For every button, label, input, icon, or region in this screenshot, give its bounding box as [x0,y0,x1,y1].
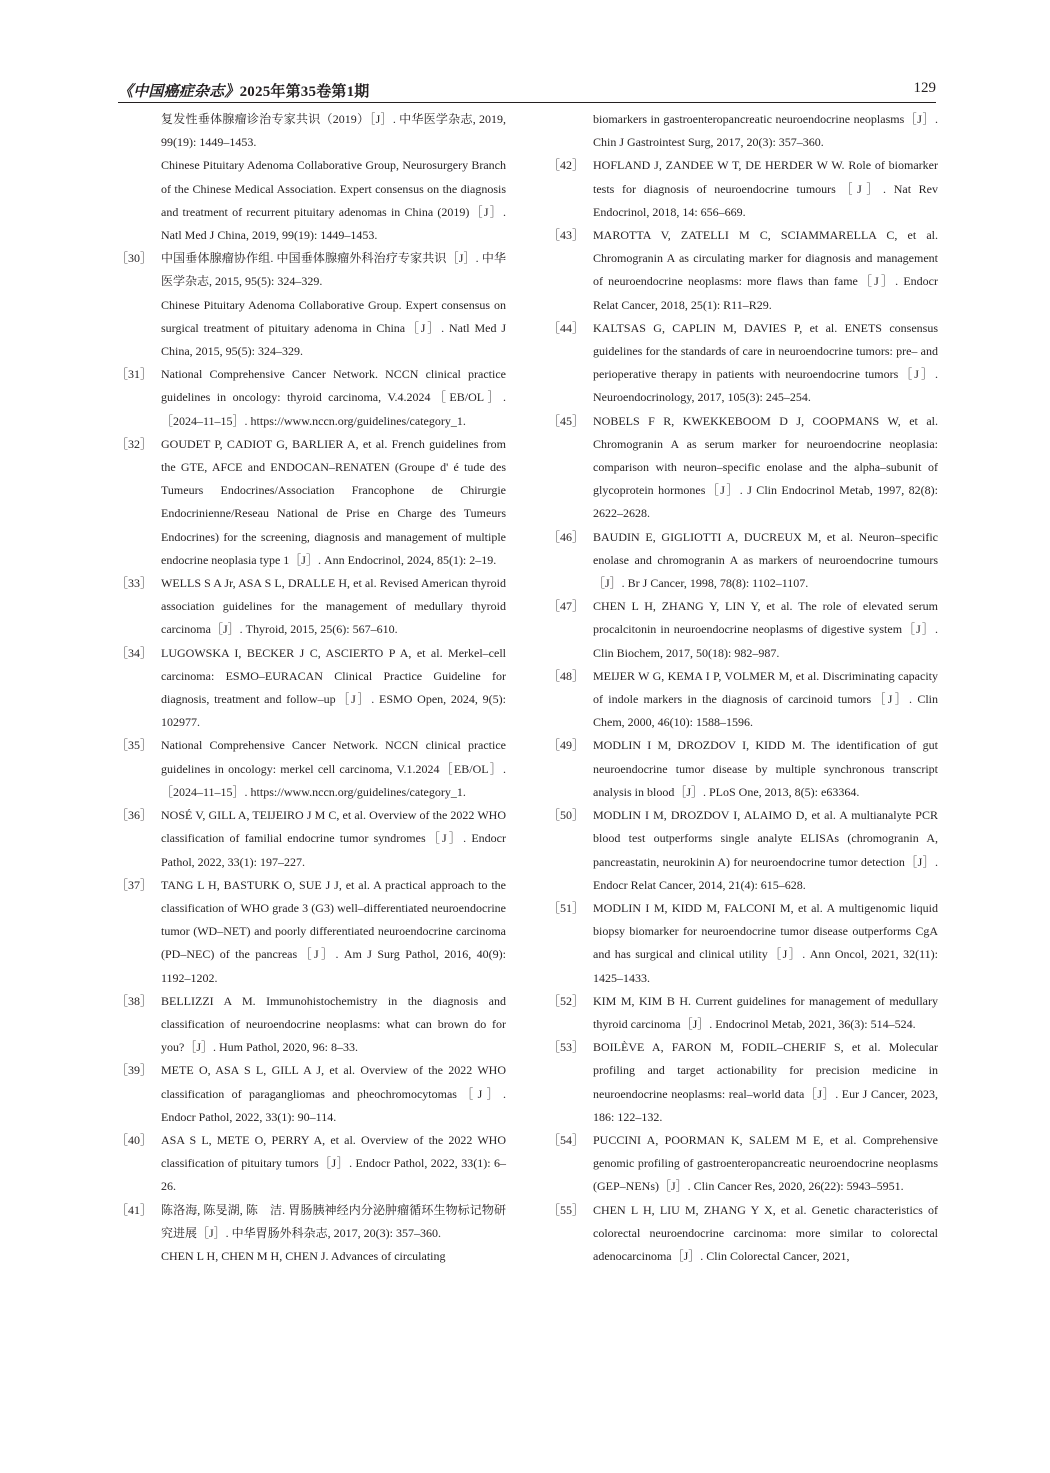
reference-number: ［40］ [116,1132,153,1147]
reference-item [548,526,938,596]
reference-number: ［50］ [548,808,585,823]
reference-item [548,1036,938,1129]
reference-text: Chinese Pituitary Adenoma Collaborative Group, Neurosurgery Branch of the Chinese Medical Association. Expert consensus on the diagnosis and treatment of recurrent pituitary adenomas in China (2019)［J］. Natl Med J China, 2019, 99(19): 1449–1453. [161,158,506,243]
running-head [118,80,370,101]
reference-item [548,804,938,897]
reference-item [116,572,506,642]
reference-text: MODLIN I M, KIDD M, FALCONI M, et al. A multigenomic liquid biopsy biomarker for neuroendocrine tumor disease outperforms CgA and has surgical and clinical utility［J］. Ann Oncol, 2021, 32(11): 1425–1433. [593,900,938,985]
reference-column-right [548,108,938,1268]
reference-number: ［36］ [116,808,153,823]
reference-number: ［33］ [116,576,153,591]
reference-number: ［46］ [548,529,585,544]
journal-name: 《中国癌症杂志》 [118,84,240,100]
reference-text: BOILÈVE A, FARON M, FODIL–CHERIF S, et al. Molecular profiling and target actionability for precision medicine in neuroendocrine neoplasms: real–world data［J］. Eur J Cancer, 2023, 186: 122–132. [593,1040,938,1124]
reference-item [548,734,938,804]
reference-item [116,247,506,363]
reference-item [116,642,506,735]
reference-text: KIM M, KIM B H. Current guidelines for management of medullary thyroid carcinoma［J］. Endocrinol Metab, 2021, 36(3): 514–524. [593,993,938,1031]
reference-number: ［30］ [116,251,153,266]
reference-number: ［31］ [116,367,153,382]
reference-text: CHEN L H, LIU M, ZHANG Y X, et al. Genetic characteristics of colorectal neuroendocrine carcinoma: more similar to colorectal adenocarcinoma［J］. Clin Colorectal Cancer, 2021, [593,1202,938,1263]
reference-text: WELLS S A Jr, ASA S L, DRALLE H, et al. Revised American thyroid association guidelines for the management of medullary thyroid carcinoma［J］. Thyroid, 2015, 25(6): 567–610. [161,576,506,637]
reference-item [548,317,938,410]
reference-item [548,990,938,1036]
reference-text: MEIJER W G, KEMA I P, VOLMER M, et al. Discriminating capacity of indole markers in the diagnosis of carcinoid tumors［J］. Clin Chem, 2000, 46(10): 1588–1596. [593,668,938,730]
reference-item [116,734,506,804]
page-header [118,80,936,103]
reference-item [548,108,938,154]
reference-number: ［49］ [548,738,585,753]
reference-item [116,1199,506,1269]
reference-text: NOBELS F R, KWEKKEBOOM D J, COOPMANS W, et al. Chromogranin A as serum marker for neuroendocrine neoplasia: comparison with neuron–specific enolase and the alpha–subunit of glycoprotein hormones［J］. J Clin Endocrinol Metab, 1997, 82(8): 2622–2628. [593,413,938,521]
reference-text: TANG L H, BASTURK O, SUE J J, et al. A practical approach to the classification of WHO grade 3 (G3) well–differentiated neuroendocrine tumor (WD–NET) and poorly differentiated neuroendocrine carcinoma (PD–NEC) of the pancreas［J］. Am J Surg Pathol, 2016, 40(9): 1192–1202. [161,877,506,985]
reference-number: ［47］ [548,599,585,614]
reference-text: KALTSAS G, CAPLIN M, DAVIES P, et al. ENETS consensus guidelines for the standards of care in neuroendocrine tumors: pre– and perioperative therapy in patients with neuroendocrine tumors［J］. Neuroendocrinology, 2017, 105(3): 245–254. [593,320,938,405]
reference-item [548,224,938,317]
reference-item [548,897,938,990]
reference-text: Chinese Pituitary Adenoma Collaborative Group. Expert consensus on surgical treatment of pituitary adenoma in China［J］. Natl Med J China, 2015, 95(5): 324–329. [161,297,506,359]
reference-text: biomarkers in gastroenteropancreatic neuroendocrine neoplasms［J］. Chin J Gastrointest Surg, 2017, 20(3): 357–360. [593,112,938,150]
reference-text: 复发性垂体腺瘤诊治专家共识（2019）［J］. 中华医学杂志, 2019, 99(19): 1449–1453. [161,112,506,150]
reference-item [116,363,506,433]
reference-item [116,874,506,990]
issue-info: 2025年第35卷第1期 [239,84,370,100]
reference-number: ［52］ [548,993,585,1008]
reference-number: ［42］ [548,158,585,173]
reference-number: ［41］ [116,1202,153,1217]
reference-number: ［44］ [548,320,585,335]
reference-number: ［37］ [116,877,153,892]
reference-text: PUCCINI A, POORMAN K, SALEM M E, et al. Comprehensive genomic profiling of gastroenteropancreatic neuroendocrine neoplasms (GEP–NENs)［J］. Clin Cancer Res, 2020, 26(22): 5943–5951. [593,1132,938,1194]
reference-item [548,1199,938,1269]
reference-text: MODLIN I M, DROZDOV I, KIDD M. The identification of gut neuroendocrine tumor disease by multiple synchronous transcript analysis in blood［J］. PLoS One, 2013, 8(5): e63364. [593,738,938,799]
reference-number: ［34］ [116,645,153,660]
reference-text: BAUDIN E, GIGLIOTTI A, DUCREUX M, et al. Neuron–specific enolase and chromogranin A as markers of neuroendocrine tumours［J］. Br J Cancer, 1998, 78(8): 1102–1107. [593,529,938,591]
reference-number: ［32］ [116,436,153,451]
reference-item [116,1129,506,1199]
reference-text: LUGOWSKA I, BECKER J C, ASCIERTO P A, et al. Merkel–cell carcinoma: ESMO–EURACAN Clinical Practice Guideline for diagnosis, treatment and follow–up［J］. ESMO Open, 2024, 9(5): 102977. [161,645,506,730]
reference-item [548,1129,938,1199]
reference-column-left [116,108,506,1268]
reference-text: HOFLAND J, ZANDEE W T, DE HERDER W W. Role of biomarker tests for diagnosis of neuroendocrine tumours［J］. Nat Rev Endocrinol, 2018, 14: 656–669. [593,158,938,219]
reference-number: ［43］ [548,228,585,243]
reference-text: ASA S L, METE O, PERRY A, et al. Overview of the 2022 WHO classification of pituitary tumors［J］. Endocr Pathol, 2022, 33(1): 6–26. [161,1132,506,1194]
reference-item [116,804,506,874]
reference-item [548,154,938,224]
reference-number: ［35］ [116,738,153,753]
reference-item [548,595,938,665]
reference-item [116,108,506,247]
reference-number: ［38］ [116,993,153,1008]
reference-item [548,665,938,735]
reference-number: ［39］ [116,1063,153,1078]
reference-text: National Comprehensive Cancer Network. NCCN clinical practice guidelines in oncology: merkel cell carcinoma, V.1.2024［EB/OL］.［2024–11–15］. https://www.nccn.org/guidelines/category_1. [161,738,506,799]
reference-number: ［45］ [548,413,585,428]
reference-text: 中国垂体腺瘤协作组. 中国垂体腺瘤外科治疗专家共识［J］. 中华医学杂志, 2015, 95(5): 324–329. [161,251,506,289]
reference-text: MODLIN I M, DROZDOV I, ALAIMO D, et al. A multianalyte PCR blood test outperforms single analyte ELISAs (chromogranin A, pancreastatin, neurokinin A) for neuroendocrine tumor detection［J］. Endocr Relat Cancer, 2014, 21(4): 615–628. [593,808,938,892]
reference-text: NOSÉ V, GILL A, TEIJEIRO J M C, et al. Overview of the 2022 WHO classification of familial endocrine tumor syndromes［J］. Endocr Pathol, 2022, 33(1): 197–227. [161,808,506,869]
reference-number: ［55］ [548,1202,585,1217]
reference-text: CHEN L H, ZHANG Y, LIN Y, et al. The role of elevated serum procalcitonin in neuroendocrine neoplasms of digestive system［J］. Clin Biochem, 2017, 50(18): 982–987. [593,599,938,660]
reference-text: National Comprehensive Cancer Network. NCCN clinical practice guidelines in oncology: thyroid carcinoma, V.4.2024［EB/OL］.［2024–11–15］. https://www.nccn.org/guidelines/category_1. [161,367,506,428]
reference-text: 陈洛海, 陈旻湖, 陈 洁. 胃肠胰神经内分泌肿瘤循环生物标记物研究进展［J］. 中华胃肠外科杂志, 2017, 20(3): 357–360. [161,1202,506,1240]
reference-item [116,433,506,572]
reference-text: BELLIZZI A M. Immunohistochemistry in the diagnosis and classification of neuroendocrine neoplasms: what can brown do for you?［J］. Hum Pathol, 2020, 96: 8–33. [161,993,506,1055]
reference-number: ［53］ [548,1040,585,1055]
reference-item [116,990,506,1060]
reference-text: METE O, ASA S L, GILL A J, et al. Overview of the 2022 WHO classification of paragangliomas and pheochromocytomas［J］. Endocr Pathol, 2022, 33(1): 90–114. [161,1063,506,1124]
reference-number: ［48］ [548,668,585,683]
reference-item [116,1059,506,1129]
reference-item [548,410,938,526]
reference-number: ［51］ [548,900,585,915]
reference-text: CHEN L H, CHEN M H, CHEN J. Advances of circulating [161,1248,446,1263]
reference-text: MAROTTA V, ZATELLI M C, SCIAMMARELLA C, et al. Chromogranin A as circulating marker for diagnosis and management of neuroendocrine neoplasms: more flaws than fame［J］. Endocr Relat Cancer, 2018, 25(1): R11–R29. [593,228,938,312]
reference-number: ［54］ [548,1132,585,1147]
page-number: 129 [913,80,936,96]
reference-text: GOUDET P, CADIOT G, BARLIER A, et al. French guidelines from the GTE, AFCE and ENDOCAN–RENATEN (Groupe d' é tude des Tumeurs Endocrines/Association Francophone de Chirurgie Endocrinienne/Reseau National de Prise en Charge des Tumeurs Endocrines) for the screening, diagnosis and management of multiple endocrine neoplasia type 1［J］. Ann Endocrinol, 2024, 85(1): 2–19. [161,436,506,567]
